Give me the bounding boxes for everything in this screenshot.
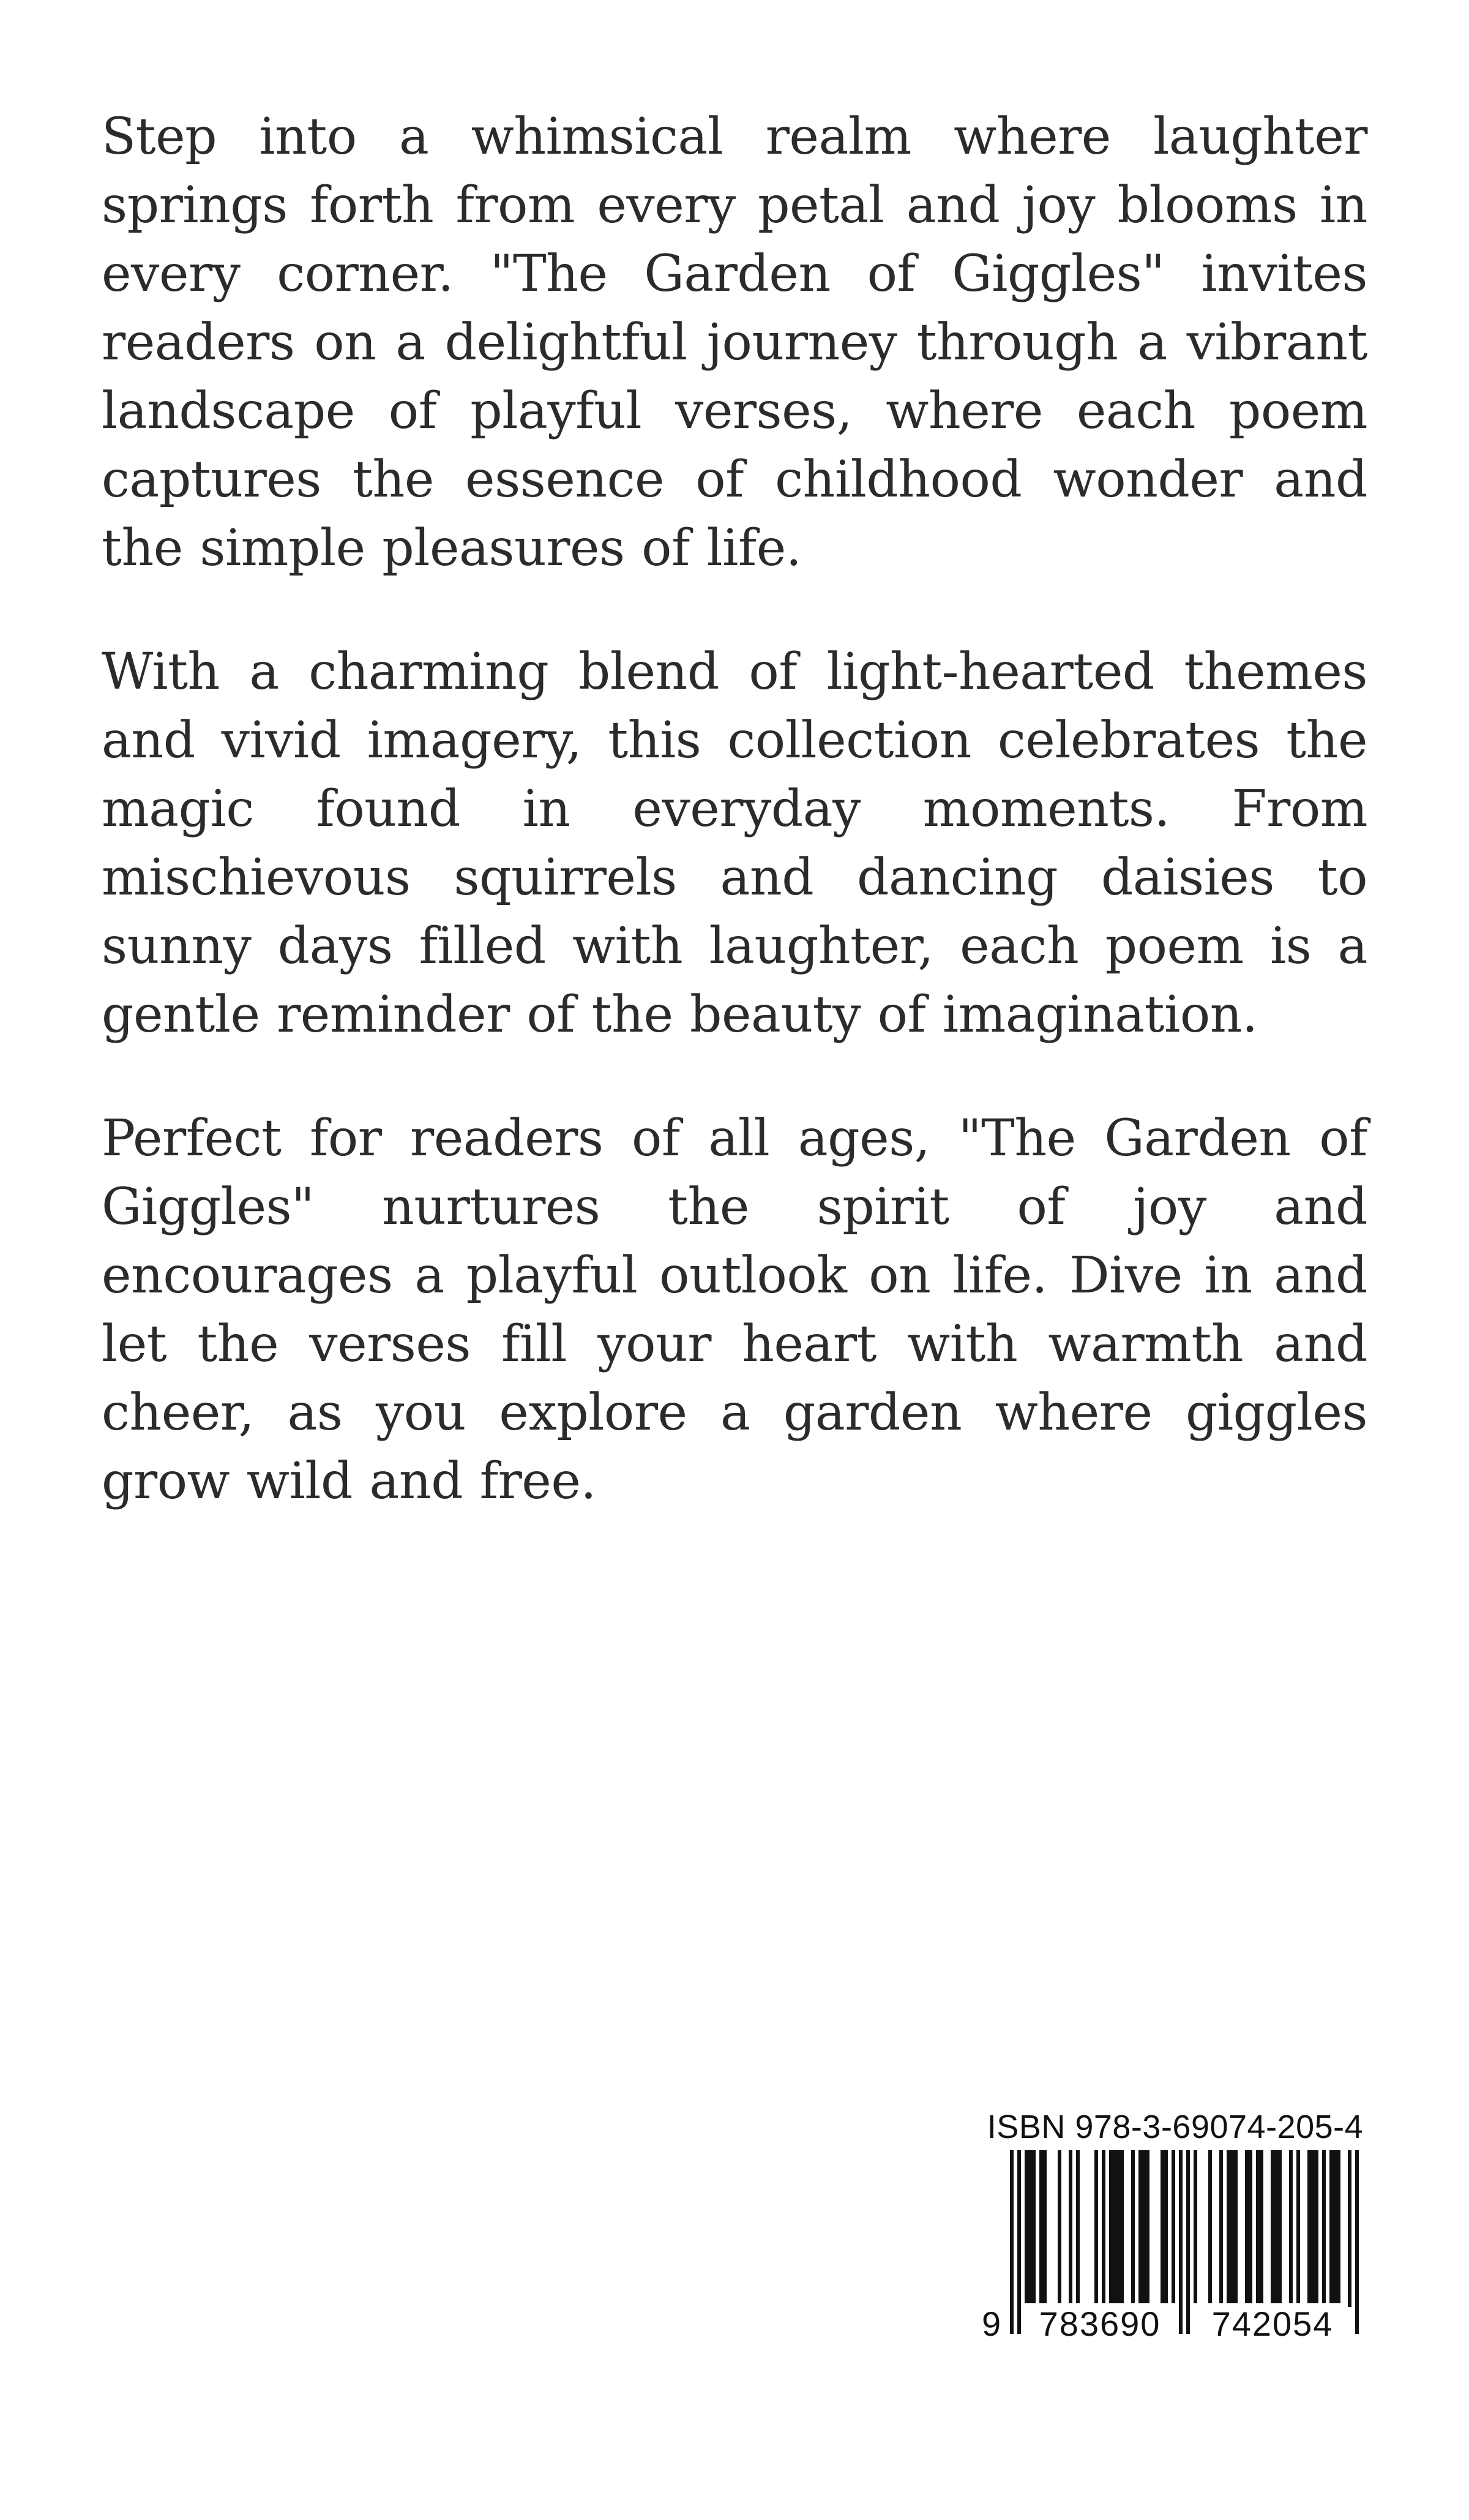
barcode-bar (1076, 2150, 1080, 2303)
barcode-bar (1161, 2150, 1164, 2303)
barcode-bar (1116, 2150, 1120, 2303)
blurb-paragraph-3: Perfect for readers of all ages, "The Garden of Giggles" nurtures the spirit of joy and encourages a playful outlook on life. Dive in and let the verses fill your heart with warmth and cheer, as you explore a garden where giggles grow wild and free. (102, 1109, 1367, 1510)
barcode-bar (1025, 2150, 1028, 2303)
barcode-bar (1039, 2150, 1043, 2303)
isbn-block (982, 2109, 1369, 2342)
barcode-right-digits: 742054 (1194, 2307, 1351, 2341)
barcode-bar (1329, 2150, 1333, 2303)
barcode-bar (1094, 2150, 1098, 2303)
barcode-bar (1260, 2150, 1263, 2303)
barcode-bar (1208, 2150, 1212, 2303)
barcode-bar (1307, 2150, 1311, 2303)
barcode-guard-bar (1010, 2150, 1014, 2334)
blurb-paragraph-2: With a charming blend of light-hearted themes and vivid imagery, this collection celebrates the magic found in everyday moments. From mischievous squirrels and dancing daisies to sunny days filled with laughter, each poem is a gentle reminder of the beauty of imagination. (102, 643, 1367, 1044)
barcode-bar (1120, 2150, 1124, 2303)
back-cover-blurb (102, 103, 1367, 1516)
barcode-bar (1227, 2150, 1230, 2303)
barcode-bar (1146, 2150, 1149, 2303)
barcode (982, 2150, 1369, 2342)
barcode-bar (1230, 2150, 1234, 2303)
barcode-guard-bar (1348, 2150, 1351, 2334)
barcode-bar (1028, 2150, 1032, 2303)
barcode-bar (1315, 2150, 1318, 2303)
barcode-bar (1058, 2150, 1061, 2303)
barcode-first-digit: 9 (982, 2304, 1001, 2343)
barcode-guard-bar (1017, 2150, 1021, 2334)
barcode-bar (1274, 2150, 1278, 2303)
barcode-bar (1234, 2150, 1238, 2303)
barcode-bar (1271, 2150, 1274, 2303)
barcode-bar (1043, 2150, 1047, 2303)
barcode-bar (1069, 2150, 1072, 2303)
barcode-bar (1289, 2150, 1293, 2303)
barcode-bar (1138, 2150, 1142, 2303)
barcode-bar (1142, 2150, 1146, 2303)
barcode-bar (1109, 2150, 1113, 2303)
barcode-bar (1113, 2150, 1116, 2303)
barcode-bar (1337, 2150, 1340, 2303)
barcode-bar (1102, 2150, 1105, 2303)
isbn-label: ISBN 978-3-69074-205-4 (987, 2109, 1364, 2145)
barcode-bar (1164, 2150, 1168, 2303)
barcode-bar (1278, 2150, 1282, 2303)
barcode-bar (1296, 2150, 1300, 2303)
barcode-bar (1219, 2150, 1223, 2303)
barcode-guard-bar (1355, 2150, 1359, 2334)
barcode-bar (1311, 2150, 1315, 2303)
barcode-bar (1322, 2150, 1326, 2303)
barcode-left-digits: 783690 (1021, 2307, 1179, 2341)
barcode-guard-bar (1186, 2150, 1190, 2334)
barcode-bar (1131, 2150, 1135, 2303)
barcode-bar (1245, 2150, 1249, 2303)
barcode-bar (1172, 2150, 1175, 2303)
barcode-bar (1032, 2150, 1036, 2303)
barcode-bar (1249, 2150, 1252, 2303)
barcode-guard-bar (1179, 2150, 1183, 2334)
barcode-bar (1256, 2150, 1260, 2303)
blurb-paragraph-1: Step into a whimsical realm where laughter springs forth from every petal and joy blooms in every corner. "The Garden of Giggles" invites readers on a delightful journey through a vibrant landscape of playful verses, where each poem captures the essence of childhood wonder and the simple pleasures of life. (102, 108, 1367, 577)
barcode-bar (1194, 2150, 1197, 2303)
barcode-bar (1333, 2150, 1337, 2303)
